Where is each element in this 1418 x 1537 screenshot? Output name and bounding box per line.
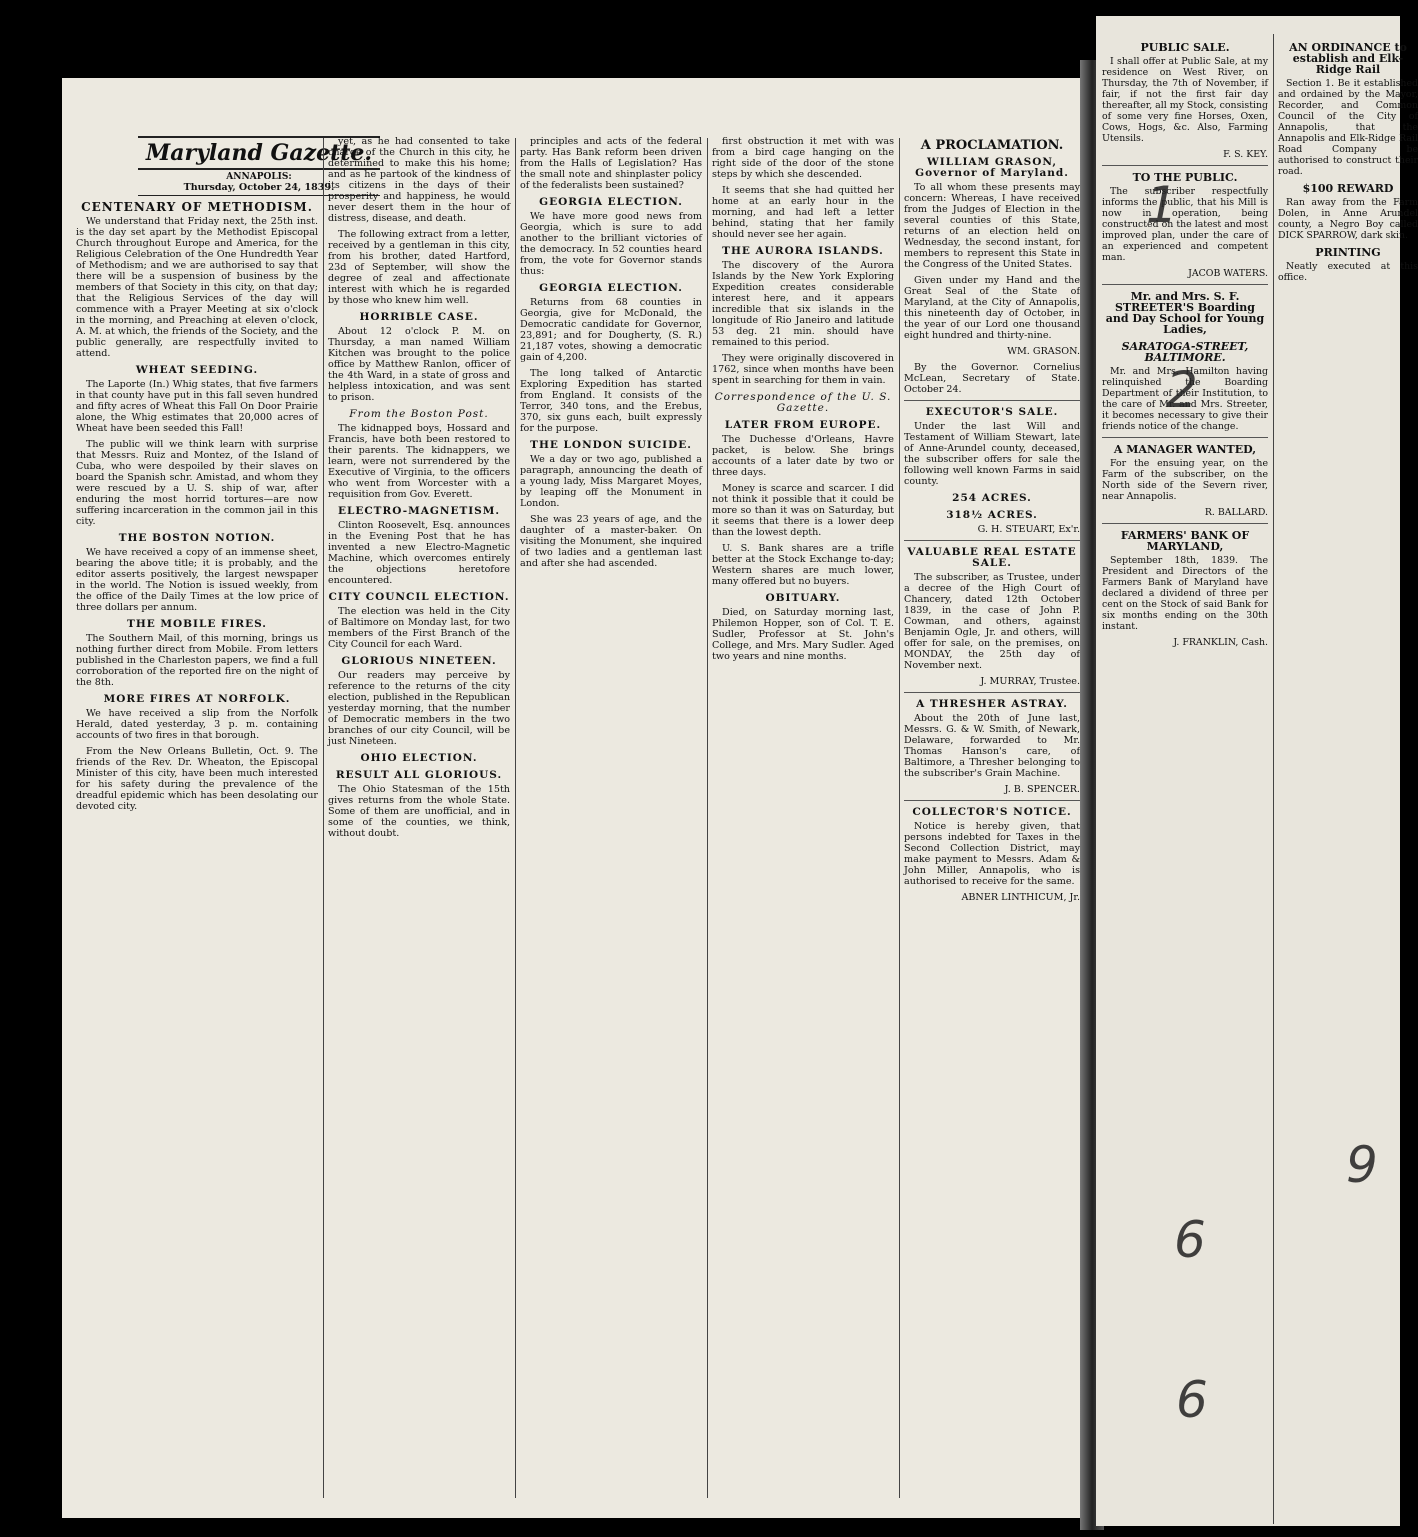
headline: A MANAGER WANTED, [1113, 443, 1257, 456]
paragraph: Ran away from the Farm Dolen, in Anne Arundel county, a Negro Boy called DICK SPARROW, dark skin. [1278, 197, 1418, 241]
headline: WHEAT SEEDING. [135, 364, 259, 376]
paragraph: To all whom these presents may concern: Whereas, I have received from the Judges of Election in the several counties of this State, returns of an election held on Wednesday, the second instant, for members to represent this State in the Congress of the United States. [904, 182, 1080, 270]
adjacent-page [1096, 16, 1418, 1526]
column-5 [904, 136, 1080, 908]
signature: F. S. KEY. [1223, 149, 1268, 160]
headline: 254 ACRES. [952, 492, 1032, 504]
headline: COLLECTOR'S NOTICE. [912, 806, 1072, 818]
handwritten-mark: 6 [1176, 1371, 1208, 1429]
headline: SARATOGA-STREET, BALTIMORE. [1121, 340, 1249, 364]
headline: RESULT ALL GLORIOUS. [335, 769, 503, 781]
signature: JACOB WATERS. [1188, 268, 1268, 279]
column-2 [328, 136, 510, 844]
divider [904, 800, 1080, 801]
headline: TO THE PUBLIC. [1132, 171, 1238, 184]
signature: J. B. SPENCER. [1004, 784, 1080, 795]
divider [1102, 437, 1268, 438]
signature: R. BALLARD. [1204, 507, 1268, 518]
headline: THE MOBILE FIRES. [127, 618, 267, 630]
headline: From the Boston Post. [349, 408, 489, 420]
headline: WILLIAM GRASON, Governor of Maryland. [915, 156, 1069, 179]
column-3 [520, 136, 702, 574]
divider [904, 540, 1080, 541]
signature: J. MURRAY, Trustee. [980, 676, 1080, 687]
paragraph: They were originally discovered in 1762, since when months have been spent in searching for them in vain. [712, 353, 894, 386]
paragraph: first obstruction it met with was from a bird cage hanging on the right side of the door of the stone steps by which she descended. [712, 136, 894, 180]
handwritten-mark: 6 [1174, 1211, 1206, 1269]
column-rule [1273, 34, 1274, 1524]
handwritten-mark: 9 [1346, 1136, 1378, 1194]
paragraph: U. S. Bank shares are a trifle better at the Stock Exchange to-day; Western shares are much lower, many offered but no buyers. [712, 543, 894, 587]
column-rule [323, 138, 324, 1498]
paragraph: The discovery of the Aurora Islands by the New York Exploring Expedition creates considerable interest here, and it appears incredible that six islands in the longitude of Rio Janeiro and latitude 53 deg. 21 min. should have remained to this period. [712, 260, 894, 348]
paragraph: The Southern Mail, of this morning, brings us nothing further direct from Mobile. From letters published in the Charleston papers, we find a full corroboration of the reported fire on the night of the 8th. [76, 633, 318, 688]
column-rule [515, 138, 516, 1498]
divider [1102, 284, 1268, 285]
paragraph: The long talked of Antarctic Exploring Expedition has started from England. It consists of the Terror, 340 tons, and the Erebus, 370, six guns each, built expressly for the purpose. [520, 368, 702, 434]
headline: PRINTING [1315, 246, 1381, 259]
headline: OBITUARY. [765, 592, 841, 604]
paragraph: The Laporte (In.) Whig states, that five farmers in that county have put in this fall seven hundred and fifty acres of Wheat this Fall On Door Prairie alone, the Whig estimates that 20,000 acres of Wheat have been seeded this Fall! [76, 379, 318, 434]
paragraph: The subscriber respectfully informs the public, that his Mill is now in operation, being constructed on the latest and most improved plan, under the care of an experienced and competent man. [1102, 186, 1268, 263]
paragraph: We understand that Friday next, the 25th inst. is the day set apart by the Methodist Episcopal Church throughout Europe and America, for the Religious Celebration of the One Hundredth Year of Methodism; and we are authorised to say that there will be a suspension of business by the members of that Society in this city, on that day; that the Religious Services of the day will commence with a Prayer Meeting at six o'clock in the morning, and Preaching at eleven o'clock, A. M. at which, the friends of the Society, and the public generally, are respectfully invited to attend. [76, 216, 318, 359]
paragraph: Given under my Hand and the Great Seal of the State of Maryland, at the City of Annapolis, this nineteenth day of October, in the year of our Lord one thousand eight hundred and thirty-nine. [904, 275, 1080, 341]
paragraph: Died, on Saturday morning last, Philemon Hopper, son of Col. T. E. Sudler, Professor at St. John's College, and Mrs. Mary Sudler. Aged two years and nine months. [712, 607, 894, 662]
paragraph: principles and acts of the federal party. Has Bank reform been driven from the Halls of Legislation? Has the small note and shinplaster policy of the federalists been sustained? [520, 136, 702, 191]
signature: ABNER LINTHICUM, Jr. [961, 892, 1080, 903]
paragraph: Neatly executed at this office. [1278, 261, 1418, 283]
handwritten-mark: 1 [1146, 176, 1178, 234]
headline: A PROCLAMATION. [920, 138, 1064, 153]
paragraph: The subscriber, as Trustee, under a decree of the High Court of Chancery, dated 12th October 1839, in the case of John P. Cowman, and others, against Benjamin Ogle, Jr. and others, will offer for sale, on the premises, on MONDAY, the 25th day of November next. [904, 572, 1080, 671]
column-1 [76, 196, 318, 817]
paragraph: We have received a copy of an immense sheet, bearing the above title; it is probably, and the editor asserts positively, the largest newspaper in the world. The Notion is issued weekly, from the office of the Daily Times at the low price of three dollars per annum. [76, 547, 318, 613]
paragraph: We have more good news from Georgia, which is sure to add another to the brilliant victories of the democracy. In 52 counties heard from, the vote for Governor stands thus: [520, 211, 702, 277]
paragraph: The public will we think learn with surprise that Messrs. Ruiz and Montez, of the Island of Cuba, who were despoiled by their slaves on board the Spanish schr. Amistad, and whom they were rescued by a U. S. ship of war, after enduring the most horrid tortures—are now suffering incarceration in the common jail in this city. [76, 439, 318, 527]
paragraph: The Ohio Statesman of the 15th gives returns from the whole State. Some of them are unofficial, and in some of the counties, we think, without doubt. [328, 784, 510, 839]
divider [904, 400, 1080, 401]
headline: THE BOSTON NOTION. [118, 532, 276, 544]
column-rule [899, 138, 900, 1498]
column-7 [1278, 36, 1418, 288]
signature: WM. GRASON. [1007, 346, 1080, 357]
headline: HORRIBLE CASE. [359, 311, 479, 323]
headline: Mr. and Mrs. S. F. STREETER'S Boarding and Day School for Young Ladies, [1105, 290, 1265, 336]
headline: MORE FIRES AT NORFOLK. [103, 693, 291, 705]
paragraph: We have received a slip from the Norfolk Herald, dated yesterday, 3 p. m. containing accounts of two fires in that borough. [76, 708, 318, 741]
headline: $100 REWARD [1302, 182, 1394, 195]
headline: GLORIOUS NINETEEN. [341, 655, 497, 667]
headline: PUBLIC SALE. [1140, 41, 1230, 54]
headline: LATER FROM EUROPE. [724, 419, 882, 431]
paragraph: Clinton Roosevelt, Esq. announces in the Evening Post that he has invented a new Electro-Magnetic Machine, which overcomes entirely the objections heretofore encountered. [328, 520, 510, 586]
headline: FARMERS' BANK OF MARYLAND, [1120, 529, 1250, 553]
paragraph: Section 1. Be it established and ordained by the Mayor, Recorder, and Common Council of the City of Annapolis, that the Annapolis and Elk-Ridge Rail Road Company be authorised to construct their road. [1278, 78, 1418, 177]
column-rule [707, 138, 708, 1498]
headline: CITY COUNCIL ELECTION. [328, 591, 510, 603]
paragraph: The following extract from a letter, received by a gentleman in this city, from his brother, dated Hartford, 23d of September, will show the degree of zeal and affectionate interest with which he is regarded by those who knew him well. [328, 229, 510, 306]
paragraph: About the 20th of June last, Messrs. G. & W. Smith, of Newark, Delaware, forwarded to Mr. Thomas Hanson's care, of Baltimore, a Thresher belonging to the subscriber's Grain Machine. [904, 713, 1080, 779]
date-line: Thursday, October 24, 1839. [138, 182, 380, 196]
paragraph: September 18th, 1839. The President and Directors of the Farmers Bank of Maryland have declared a dividend of three per cent on the Stock of said Bank for six months ending on the 30th instant. [1102, 555, 1268, 632]
newspaper-page [62, 78, 1088, 1518]
paragraph: yet, as he had consented to take charge of the Church in this city, he determined to make this his home; and as he partook of the kindness of its citizens in the days of their prosperity and happiness, he would never desert them in the hour of distress, disease, and death. [328, 136, 510, 224]
signature: G. H. STEUART, Ex'r. [977, 524, 1080, 535]
paper-title: Maryland Gazette. [138, 136, 380, 170]
paragraph: The kidnapped boys, Hossard and Francis, have both been restored to their parents. The kidnappers, we learn, were not surrendered by the Executive of Virginia, to the officers who went from Worcester with a requisition from Gov. Everett. [328, 423, 510, 500]
handwritten-mark: 2 [1166, 361, 1198, 419]
headline: ELECTRO-MAGNETISM. [337, 505, 501, 517]
divider [904, 692, 1080, 693]
headline: CENTENARY OF METHODISM. [81, 200, 313, 214]
paragraph: I shall offer at Public Sale, at my residence on West River, on Thursday, the 7th of November, if fair, if not the first fair day thereafter, all my Stock, consisting of some very fine Horses, Oxen, Cows, Hogs, &c. Also, Farming Utensils. [1102, 56, 1268, 144]
headline: OHIO ELECTION. [360, 752, 478, 764]
signature: By the Governor. Cornelius McLean, Secretary of State. October 24. [904, 362, 1080, 395]
headline: THE AURORA ISLANDS. [722, 245, 884, 257]
paragraph: For the ensuing year, on the Farm of the subscriber, on the North side of the Severn river, near Annapolis. [1102, 458, 1268, 502]
divider [1102, 523, 1268, 524]
headline: AN ORDINANCE to establish and Elk-Ridge Rail [1289, 41, 1407, 76]
paragraph: Our readers may perceive by reference to the returns of the city election, published in the Republican yesterday morning, that the number of Democratic members in the two branches of our city Council, will be just Nineteen. [328, 670, 510, 747]
paragraph: From the New Orleans Bulletin, Oct. 9. The friends of the Rev. Dr. Wheaton, the Episcopal Minister of this city, have been much interested for his safety during the prevalence of the dreadful epidemic which has been desolating our devoted city. [76, 746, 318, 812]
headline: A THRESHER ASTRAY. [916, 698, 1068, 710]
paragraph: It seems that she had quitted her home at an early hour in the morning, and had left a letter behind, stating that her family should never see her again. [712, 185, 894, 240]
paragraph: Returns from 68 counties in Georgia, give for McDonald, the Democratic candidate for Governor, 23,891; and for Dougherty, (S. R.) 21,187 votes, showing a democratic gain of 4,200. [520, 297, 702, 363]
paragraph: Notice is hereby given, that persons indebted for Taxes in the Second Collection District, may make payment to Messrs. Adam & John Miller, Annapolis, who is authorised to receive for the same. [904, 821, 1080, 887]
headline: EXECUTOR'S SALE. [925, 406, 1059, 418]
headline: VALUABLE REAL ESTATE SALE. [907, 546, 1077, 569]
headline: THE LONDON SUICIDE. [530, 439, 692, 451]
paragraph: She was 23 years of age, and the daughter of a master-baker. On visiting the Monument, she inquired of two ladies and a gentleman last and after she had ascended. [520, 514, 702, 569]
headline: 318½ ACRES. [946, 509, 1038, 521]
paragraph: The election was held in the City of Baltimore on Monday last, for two members of the First Branch of the City Council for each Ward. [328, 606, 510, 650]
headline: GEORGIA ELECTION. [539, 196, 683, 208]
divider [1102, 165, 1268, 166]
paragraph: Under the last Will and Testament of William Stewart, late of Anne-Arundel county, deceased, the subscriber offers for sale the following well known Farms in said county. [904, 421, 1080, 487]
place-line: ANNAPOLIS: [226, 172, 292, 182]
paragraph: Mr. and Mrs. Hamilton having relinquished the Boarding Department of their Institution, to the care of Mr. and Mrs. Streeter, it becomes necessary to give their friends notice of the change. [1102, 366, 1268, 432]
column-6 [1102, 36, 1268, 653]
headline: GEORGIA ELECTION. [539, 282, 683, 294]
signature: J. FRANKLIN, Cash. [1173, 637, 1268, 648]
column-4 [712, 136, 894, 667]
paragraph: The Duchesse d'Orleans, Havre packet, is below. She brings accounts of a later date by two or three days. [712, 434, 894, 478]
paragraph: Money is scarce and scarcer. I did not think it possible that it could be more so than it was on Saturday, but it seems that there is a lower deep than the lowest depth. [712, 483, 894, 538]
headline: Correspondence of the U. S. Gazette. [714, 391, 892, 414]
paragraph: About 12 o'clock P. M. on Thursday, a man named William Kitchen was brought to the police office by Matthew Ranlon, officer of the 4th Ward, in a state of gross and helpless intoxication, and was sent to prison. [328, 326, 510, 403]
paragraph: We a day or two ago, published a paragraph, announcing the death of a young lady, Miss Margaret Moyes, by leaping off the Monument in London. [520, 454, 702, 509]
